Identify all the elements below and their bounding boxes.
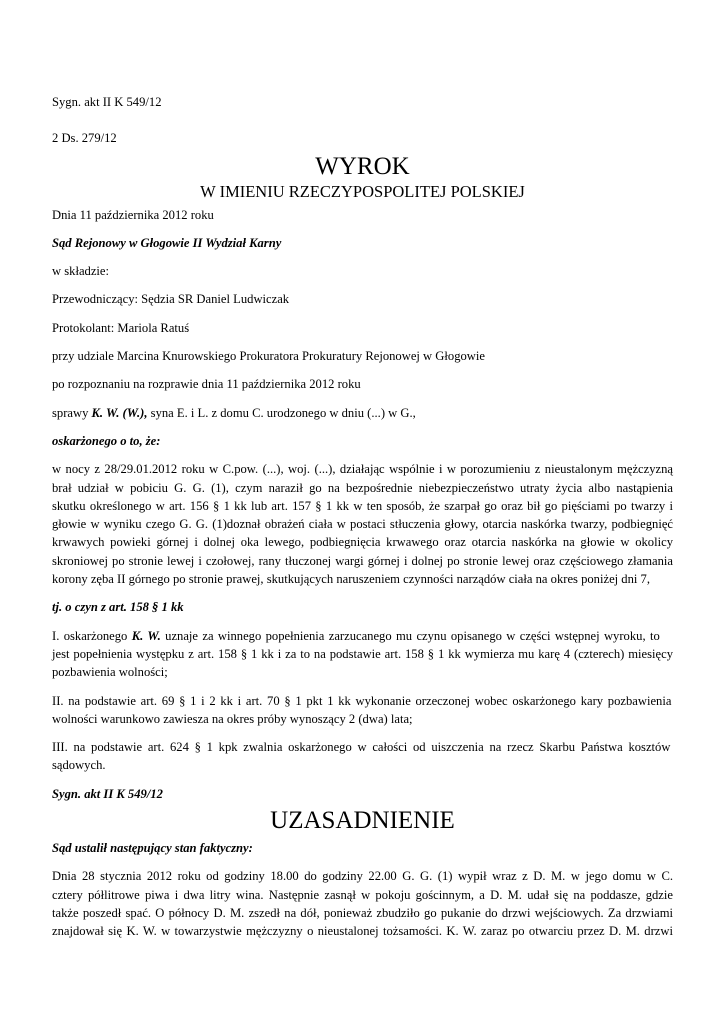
verdict-point-1 [52,627,673,682]
charge-line: krwawych powieki górnej i dolnej oka lewego, podbiegnięcia krwawego oraz otarcia naskórka na głowie w okolicy [52,535,673,550]
prosecutor-line: przy udziale Marcina Knurowskiego Prokuratora Prokuratury Rejonowej w Głogowie [52,349,485,364]
charge-line: skutku określonego w art. 156 § 1 kk lub art. 157 § 1 kk w ten sposób, że szarpał go oraz bił go pięściami po twarzy i [52,498,673,513]
charge-line: skroniowej po stronie lewej i czołowej, rany tłuczonej wargi górnej i dolnej po stronie lewej oraz częściowego złamania [52,553,673,568]
accused-label: oskarżonego o to, że: [52,433,161,448]
verdict-2-line: wolności warunkowo zawiesza na okres próby wynoszący 2 (dwa) lata; [52,711,413,726]
verdict-1-rest: uznaje za winnego popełnienia zarzucanego mu czynu opisanego w części wstępnej wyroku, to [160,628,660,643]
charge-line: korony zęba II górnego po stronie prawej, skutkujących naruszeniem czynności narządów ciała na okres poniżej dni 7, [52,572,650,587]
court-clerk: Protokolant: Mariola Ratuś [52,320,190,335]
case-signature-2: Sygn. akt II K 549/12 [52,786,163,801]
charge-paragraph [52,460,673,588]
facts-line: także poszedł spać. O północy D. M. zszedł na dół, ponieważ zbudziło go pukanie do drzwi wejściowych. Za drzwiami [52,905,673,920]
verdict-subtitle: W IMIENIU RZECZYPOSPOLITEJ POLSKIEJ [200,181,525,201]
verdict-point-3 [52,738,673,775]
court-name: Sąd Rejonowy w Głogowie II Wydział Karny [52,235,282,250]
facts-line: Dnia 28 stycznia 2012 roku od godziny 18.00 do godziny 22.00 G. G. (1) wypił wraz z D. M. w jego domu w C. [52,869,673,884]
document-page [52,93,673,941]
case-prefix: sprawy [52,405,92,420]
verdict-point-2 [52,692,673,729]
verdict-date: Dnia 11 października 2012 roku [52,207,214,222]
verdict-1-line: jest popełnienia występku z art. 158 § 1 kk i za to na podstawie art. 158 § 1 kk wymierza mu karę 4 (czterech) miesięcy [52,646,673,661]
verdict-3-line: sądowych. [52,758,106,773]
verdict-2-line: II. na podstawie art. 69 § 1 i 2 kk i art. 70 § 1 pkt 1 kk wykonanie orzeczonej wobec oskarżonego kary pozbawienia [52,693,672,708]
charge-line: brał udział w pobiciu G. G. (1), czym naraził go na bezpośrednie niebezpieczeństwo utraty życia albo nastąpienia [52,480,673,495]
ds-number: 2 Ds. 279/12 [52,131,117,146]
presiding-judge: Przewodniczący: Sędzia SR Daniel Ludwiczak [52,292,290,307]
facts-line: cztery półlitrowe piwa i dwa litry wina. Następnie zasnął w pokoju gościnnym, a D. M. udał się na poddasze, gdzie [52,887,673,902]
verdict-1-line [52,627,673,645]
facts-line: znajdował się K. W. w towarzystwie mężczyzny o nieustalonej tożsamości. K. W. zaraz po otwarciu przez D. M. drzwi [52,924,673,939]
facts-paragraph [52,867,673,940]
case-signature: Sygn. akt II K 549/12 [52,95,162,109]
accused-name: K. W. (W.), [91,405,148,420]
verdict-3-line: III. na podstawie art. 624 § 1 kpk zwalnia oskarżonego w całości od uiszczenia na rzecz Skarbu Państwa kosztów [52,740,671,755]
verdict-1-line: pozbawienia wolności; [52,665,168,680]
verdict-title: WYROK [315,152,410,180]
charge-line: głowie w wyniku czego G. G. (1)doznał obrażeń ciała w postaci stłuczenia głowy, otarcia naskórka twarzy, podbiegnięć [52,517,673,532]
charge-line: w nocy z 28/29.01.2012 roku w C.pow. (...), woj. (...), działając wspólnie i w porozumieniu z nieustalonym mężczyzną [52,462,673,477]
facts-label: Sąd ustalił następujący stan faktyczny: [52,841,253,856]
composition-label: w składzie: [52,264,110,279]
case-suffix: syna E. i L. z domu C. urodzonego w dniu (...) w G., [147,405,416,420]
hearing-line: po rozpoznaniu na rozprawie dnia 11 października 2012 roku [52,377,361,392]
qualification: tj. o czyn z art. 158 § 1 kk [52,600,184,615]
verdict-1-name: K. W. [131,628,161,643]
justification-title: UZASADNIENIE [270,807,455,835]
verdict-1-prefix: I. oskarżonego [52,628,132,643]
case-line [52,404,673,422]
